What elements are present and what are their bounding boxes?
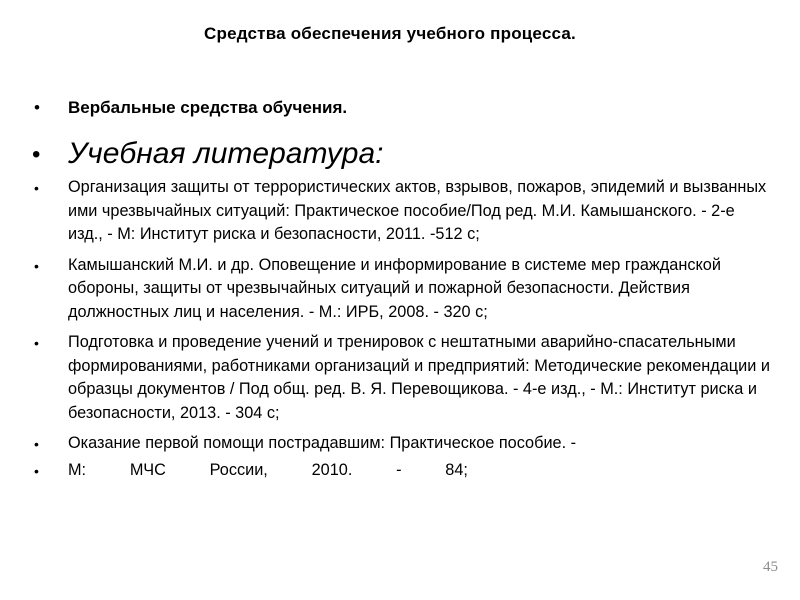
bullet-dot-icon: • xyxy=(34,462,39,479)
list-item xyxy=(30,331,770,425)
continuation-word: России, xyxy=(209,460,268,479)
continuation-word: МЧС xyxy=(129,460,166,479)
list-item xyxy=(30,254,770,325)
subheading-text: Учебная литература: xyxy=(68,137,384,170)
list-item-text: Организация защиты от террористических актов, взрывов, пожаров, эпидемий и вызванных ими чрезвычайных ситуаций: Практическое пособие/Под ред. М.И. Камышанского. - 2-е изд., - М: Институт риска и безопасности, 2011. -512 с; xyxy=(68,178,767,243)
subheading-bullet xyxy=(30,136,770,172)
continuation-word: М: xyxy=(68,460,87,479)
slide-title: Средства обеспечения учебного процесса. xyxy=(204,24,576,43)
bullet-dot-icon: • xyxy=(34,436,39,452)
bullet-dot-icon: • xyxy=(34,257,39,274)
bullet-dot-icon: • xyxy=(34,98,40,117)
bullet-list xyxy=(30,97,770,482)
bullet-dot-icon: • xyxy=(32,141,41,168)
continuation-word: 2010. xyxy=(311,460,353,479)
continuation-word: 84; xyxy=(445,460,468,479)
page-number: 45 xyxy=(763,559,778,575)
list-item-text: Подготовка и проведение учений и тренировок с нештатными аварийно-спасательными формированиями, работниками организаций и предприятий: Методические рекомендации и образцы документов / Под общ. ред. В. Я. Перевощикова. - 4-е изд., - М.: Институт риска и безопасности, 2013. - 304 с; xyxy=(68,333,770,422)
list-item-continuation xyxy=(30,459,468,483)
heading-bullet xyxy=(30,97,770,119)
list-item-text: Камышанский М.И. и др. Оповещение и информирование в системе мер гражданской обороны, защиты от чрезвычайных ситуаций и пожарной безопасности. Действия должностных лиц и населения. - М.: ИРБ, 2008. - 320 с; xyxy=(68,255,721,321)
list-item xyxy=(30,176,770,247)
continuation-word: - xyxy=(396,460,402,479)
bullet-dot-icon: • xyxy=(34,335,39,351)
list-item-text: Оказание первой помощи пострадавшим: Практическое пособие. - xyxy=(68,434,577,452)
list-item xyxy=(30,432,770,456)
bullet-dot-icon: • xyxy=(34,180,39,196)
heading-text: Вербальные средства обучения. xyxy=(68,98,348,117)
